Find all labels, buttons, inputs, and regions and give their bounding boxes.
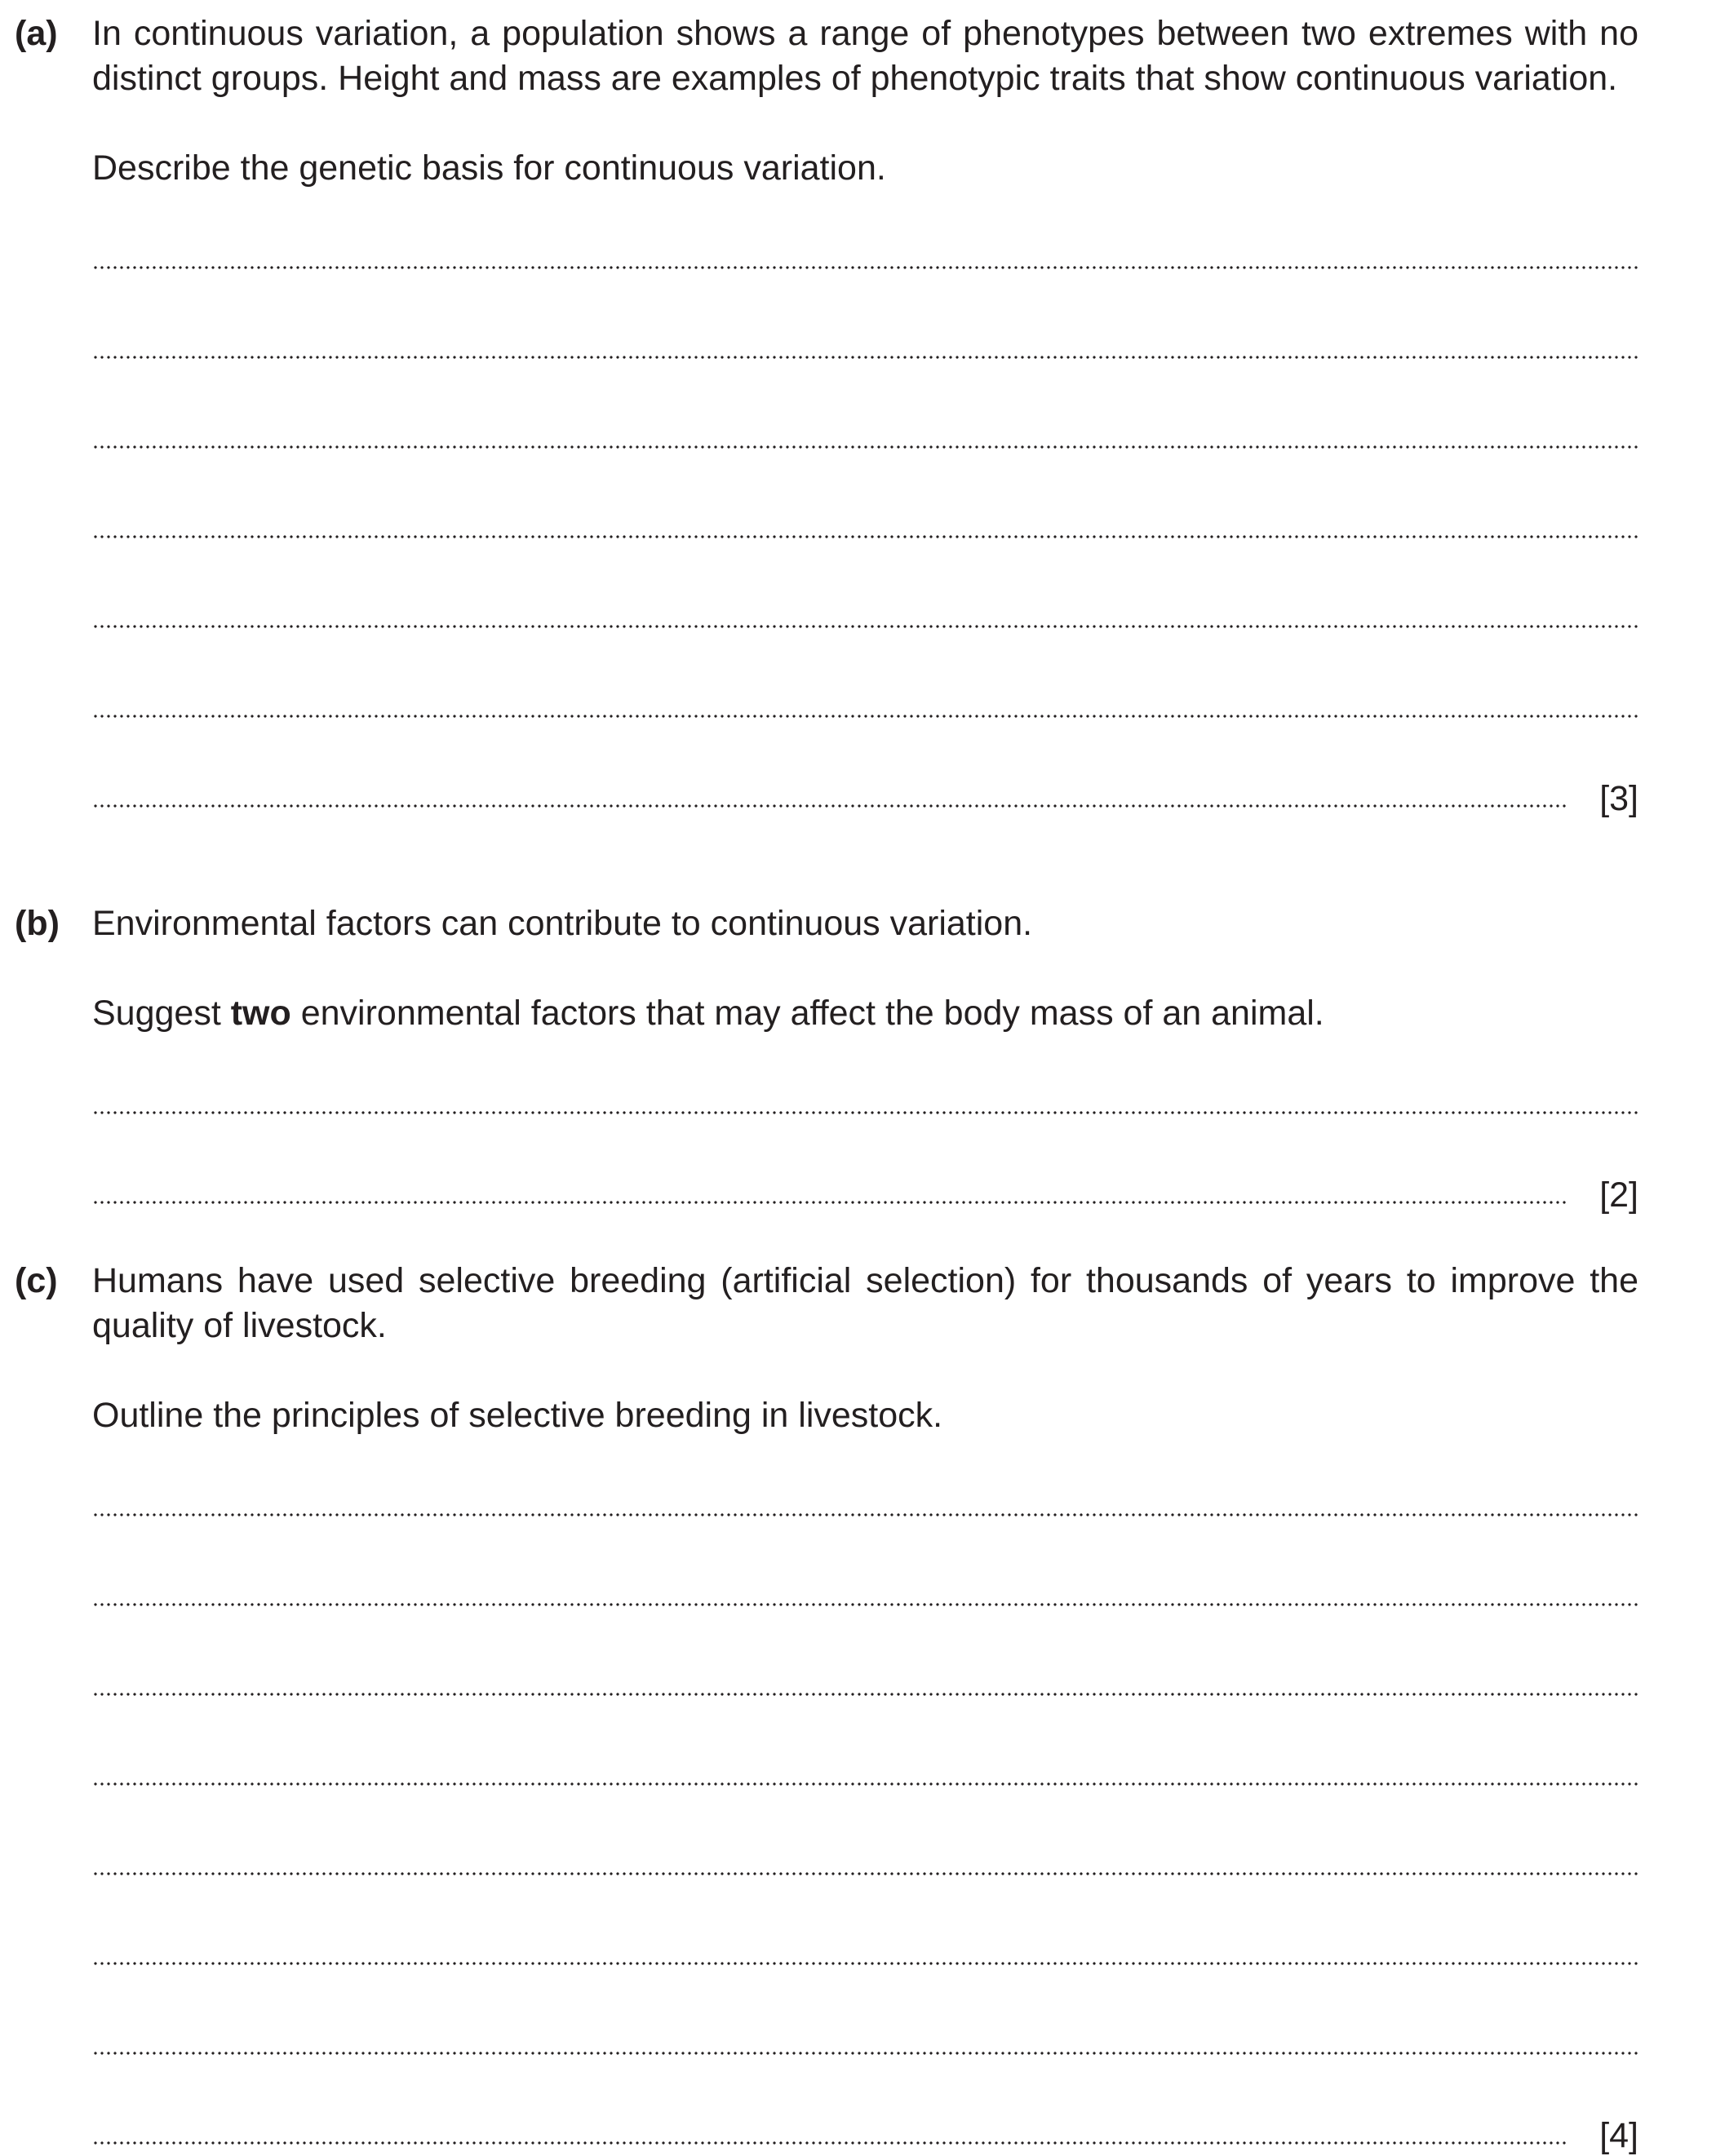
dotted-rule xyxy=(92,2141,1569,2145)
dotted-rule xyxy=(92,356,1638,359)
answer-line[interactable] xyxy=(92,281,1638,370)
dotted-rule xyxy=(92,1782,1638,1786)
part-a-prompt: Describe the genetic basis for continuous variation. xyxy=(92,148,886,188)
part-b-prompt-start: Suggest xyxy=(92,994,231,1033)
dotted-rule xyxy=(92,1872,1638,1875)
dotted-rule xyxy=(92,2052,1638,2055)
dotted-rule xyxy=(92,1693,1638,1696)
part-b-prompt-emphasis: two xyxy=(230,994,291,1033)
part-b-answer-area[interactable] xyxy=(92,1036,1638,1215)
dotted-rule xyxy=(92,1603,1638,1606)
answer-line[interactable] xyxy=(92,1887,1638,1977)
part-a-label: (a) xyxy=(15,14,58,53)
answer-line[interactable] xyxy=(92,1036,1638,1126)
marks-label: [2] xyxy=(1599,1175,1638,1215)
part-b-stem: Environmental factors can contribute to continuous variation. xyxy=(92,904,1033,943)
part-a-stem: In continuous variation, a population shows a range of phenotypes between two extremes with no distinct groups. Height and mass are examples of phenotypic traits that show continuous variation. xyxy=(92,14,1638,98)
part-a-answer-area[interactable] xyxy=(92,191,1638,819)
part-c-label: (c) xyxy=(15,1261,58,1300)
part-b-label: (b) xyxy=(15,904,60,943)
dotted-rule xyxy=(92,1513,1638,1516)
answer-line[interactable] xyxy=(92,370,1638,460)
dotted-rule xyxy=(92,445,1638,449)
marks-label: [4] xyxy=(1599,2116,1638,2155)
dotted-rule xyxy=(92,625,1638,628)
dotted-rule xyxy=(92,266,1638,269)
answer-line[interactable] xyxy=(92,2066,1638,2156)
answer-line[interactable] xyxy=(92,1528,1638,1618)
answer-line[interactable] xyxy=(92,729,1638,819)
answer-line[interactable] xyxy=(92,1438,1638,1528)
dotted-rule xyxy=(92,804,1569,808)
marks-label: [3] xyxy=(1599,779,1638,818)
answer-line[interactable] xyxy=(92,1618,1638,1707)
answer-line[interactable] xyxy=(92,1977,1638,2066)
answer-line[interactable] xyxy=(92,1707,1638,1797)
part-b-prompt xyxy=(92,991,1638,1036)
part-c-answer-area[interactable] xyxy=(92,1438,1638,2156)
dotted-rule xyxy=(92,1111,1638,1114)
dotted-rule xyxy=(92,1201,1569,1204)
part-c-prompt: Outline the principles of selective breeding in livestock. xyxy=(92,1396,943,1435)
dotted-rule xyxy=(92,535,1638,538)
answer-line[interactable] xyxy=(92,191,1638,281)
answer-line[interactable] xyxy=(92,1126,1638,1215)
answer-line[interactable] xyxy=(92,550,1638,640)
answer-line[interactable] xyxy=(92,1797,1638,1887)
part-c-body xyxy=(92,1259,1638,2156)
answer-line[interactable] xyxy=(92,640,1638,729)
part-a-body xyxy=(92,11,1638,819)
dotted-rule xyxy=(92,1962,1638,1965)
dotted-rule xyxy=(92,715,1638,718)
part-c-stem: Humans have used selective breeding (artificial selection) for thousands of years to improve the quality of livestock. xyxy=(92,1261,1638,1345)
answer-line[interactable] xyxy=(92,460,1638,550)
part-b-prompt-end: environmental factors that may affect the body mass of an animal. xyxy=(290,994,1324,1033)
part-b-body xyxy=(92,901,1638,1215)
